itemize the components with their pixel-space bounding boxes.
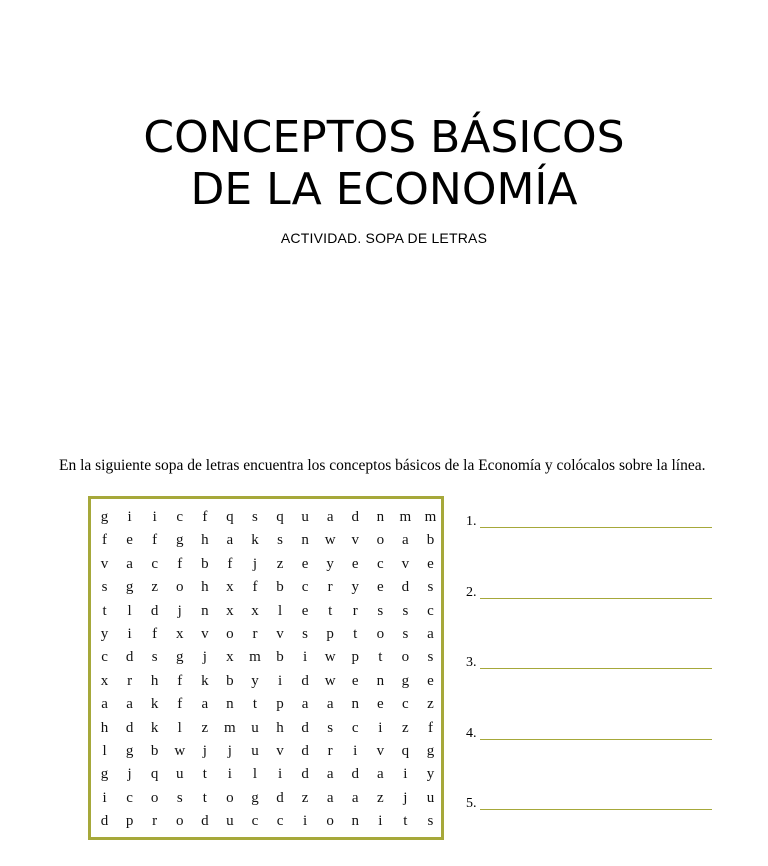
grid-letter: x	[226, 602, 234, 619]
grid-letter: f	[177, 555, 183, 572]
grid-letter: f	[152, 532, 158, 549]
grid-letter: p	[276, 696, 284, 713]
grid-letter: y	[326, 555, 334, 572]
grid-letter: i	[353, 742, 358, 759]
grid-letter: l	[102, 742, 107, 759]
grid-letter: q	[276, 509, 284, 525]
grid-letter: u	[301, 509, 309, 525]
grid-letter: a	[201, 696, 209, 713]
grid-letter: z	[301, 789, 309, 806]
grid-letter: c	[376, 555, 384, 572]
grid-letter: i	[303, 813, 308, 830]
grid-letter: r	[152, 813, 158, 830]
grid-letter: v	[201, 625, 209, 642]
grid-letter: n	[376, 672, 385, 689]
grid-letter: c	[276, 813, 284, 830]
grid-letter: q	[150, 766, 159, 783]
grid-letter: o	[226, 789, 234, 806]
grid-letter: j	[177, 602, 182, 619]
grid-letter: z	[427, 696, 434, 713]
grid-letter: f	[202, 509, 208, 525]
grid-letter: i	[277, 766, 283, 783]
grid-letter: a	[326, 789, 334, 806]
grid-letter: o	[175, 579, 184, 596]
grid-letter: f	[102, 532, 108, 549]
activity-subtitle: ACTIVIDAD. SOPA DE LETRAS	[280, 230, 488, 246]
grid-letter: z	[201, 719, 209, 736]
answer-number: 4.	[466, 726, 477, 741]
grid-letter: k	[201, 672, 209, 689]
grid-letter: l	[127, 602, 132, 619]
grid-letter: r	[252, 625, 258, 642]
grid-letter: t	[403, 813, 408, 830]
grid-letter: g	[125, 742, 134, 759]
grid-letter: s	[327, 719, 334, 736]
grid-letter: d	[125, 719, 134, 736]
grid-letter: a	[126, 696, 133, 713]
grid-letter: d	[301, 766, 309, 783]
grid-letter: o	[401, 649, 410, 666]
grid-letter: i	[403, 766, 408, 783]
grid-letter: e	[301, 602, 309, 619]
grid-letter: h	[100, 719, 109, 736]
grid-letter: c	[101, 649, 108, 666]
grid-letter: c	[126, 789, 133, 806]
grid-letter: b	[201, 555, 209, 572]
grid-letter: y	[351, 579, 359, 596]
grid-letter: u	[251, 742, 259, 759]
grid-letter: r	[127, 672, 133, 689]
grid-letter: s	[427, 579, 434, 596]
grid-letter: w	[324, 672, 336, 689]
grid-letter: e	[376, 696, 384, 713]
grid-letter: j	[202, 649, 207, 666]
answer-underline	[480, 809, 712, 810]
grid-letter: m	[424, 509, 437, 525]
grid-letter: m	[224, 719, 236, 736]
grid-letter: w	[324, 532, 336, 549]
grid-letter: e	[351, 672, 359, 689]
grid-letter: c	[351, 719, 359, 736]
grid-letter: c	[301, 579, 309, 596]
grid-letter: g	[125, 579, 134, 596]
grid-letter: s	[427, 649, 434, 666]
grid-letter: j	[252, 555, 258, 572]
grid-letter: w	[174, 742, 186, 759]
grid-letter: f	[427, 719, 433, 736]
grid-letter: i	[127, 509, 132, 525]
answer-underline	[480, 739, 712, 740]
grid-letter: s	[427, 813, 434, 830]
grid-letter: v	[401, 555, 410, 572]
grid-letter: i	[227, 766, 232, 783]
grid-letter: n	[351, 696, 359, 713]
grid-letter: i	[378, 813, 383, 830]
grid-letter: j	[403, 789, 408, 806]
grid-letter: i	[152, 509, 157, 525]
grid-letter: o	[326, 813, 334, 830]
grid-letter: y	[426, 766, 435, 783]
grid-letter: g	[175, 532, 184, 549]
answer-line-2[interactable]	[466, 579, 716, 601]
grid-letter: u	[426, 789, 435, 806]
answer-number: 1.	[466, 514, 477, 529]
grid-letter: u	[226, 813, 234, 830]
grid-letter: k	[150, 696, 159, 713]
grid-letter: y	[100, 625, 109, 642]
grid-letter: t	[202, 766, 207, 783]
grid-letter: h	[276, 719, 284, 736]
grid-letter: q	[401, 742, 410, 759]
grid-letter: d	[301, 719, 309, 736]
grid-letter: l	[277, 602, 283, 619]
grid-letter: i	[102, 789, 107, 806]
title-line-1: CONCEPTOS BÁSICOS	[143, 112, 625, 163]
answer-line-3[interactable]	[466, 649, 716, 671]
grid-letter: r	[327, 742, 333, 759]
grid-letter: u	[175, 766, 184, 783]
grid-letter: f	[227, 555, 233, 572]
grid-letter: t	[102, 602, 107, 619]
grid-letter: c	[402, 696, 409, 713]
grid-letter: b	[426, 532, 435, 549]
grid-letter: n	[226, 696, 234, 713]
grid-letter: o	[175, 813, 184, 830]
grid-letter: g	[100, 509, 109, 525]
answer-underline	[480, 527, 712, 528]
grid-letter: v	[276, 625, 284, 642]
grid-letter: p	[125, 813, 134, 830]
grid-letter: h	[150, 672, 159, 689]
grid-letter: a	[427, 625, 434, 642]
grid-letter: f	[152, 625, 158, 642]
grid-letter: d	[301, 742, 309, 759]
grid-letter: k	[251, 532, 259, 549]
grid-letter: w	[324, 649, 336, 666]
document-title	[0, 112, 768, 216]
grid-letter: p	[326, 625, 334, 642]
grid-letter: z	[402, 719, 409, 736]
grid-letter: o	[376, 625, 385, 642]
grid-letter: a	[126, 555, 133, 572]
word-search-frame	[88, 496, 444, 840]
grid-letter: n	[351, 813, 359, 830]
grid-letter: t	[252, 696, 258, 713]
grid-letter: q	[226, 509, 234, 525]
grid-letter: i	[277, 672, 283, 689]
grid-letter: b	[150, 742, 159, 759]
grid-letter: t	[353, 625, 358, 642]
grid-letter: n	[301, 532, 309, 549]
answer-underline	[480, 598, 712, 599]
grid-letter: z	[151, 579, 158, 596]
grid-letter: c	[151, 555, 158, 572]
grid-letter: j	[202, 742, 207, 759]
grid-letter: m	[249, 649, 261, 666]
grid-letter: a	[326, 696, 334, 713]
grid-letter: c	[251, 813, 259, 830]
grid-letter: e	[427, 555, 434, 572]
grid-letter: o	[150, 789, 159, 806]
grid-letter: t	[378, 649, 383, 666]
grid-letter: p	[351, 649, 359, 666]
grid-letter: j	[127, 766, 132, 783]
grid-letter: d	[351, 509, 359, 525]
answer-line-4[interactable]	[466, 720, 716, 742]
grid-letter: d	[100, 813, 109, 830]
grid-letter: t	[328, 602, 333, 619]
grid-letter: s	[101, 579, 108, 596]
grid-letter: k	[150, 719, 159, 736]
grid-letter: g	[401, 672, 410, 689]
grid-letter: r	[327, 579, 333, 596]
grid-letter: a	[226, 532, 234, 549]
grid-letter: c	[176, 509, 184, 525]
grid-letter: v	[276, 742, 284, 759]
grid-letter: x	[175, 625, 184, 642]
title-line-2: DE LA ECONOMÍA	[190, 164, 578, 215]
grid-letter: j	[227, 742, 232, 759]
answer-line-5[interactable]	[466, 790, 716, 812]
grid-letter: f	[177, 672, 183, 689]
grid-letter: a	[326, 509, 334, 525]
grid-letter: s	[252, 509, 258, 525]
grid-letter: t	[202, 789, 207, 806]
grid-letter: z	[276, 555, 284, 572]
grid-letter: a	[351, 789, 359, 806]
grid-letter: d	[201, 813, 209, 830]
grid-letter: h	[201, 532, 209, 549]
grid-letter: a	[376, 766, 384, 783]
word-search-grid	[92, 506, 443, 833]
grid-letter: a	[326, 766, 334, 783]
grid-letter: s	[151, 649, 158, 666]
grid-letter: i	[303, 649, 308, 666]
grid-letter: v	[376, 742, 385, 759]
grid-letter: g	[251, 789, 259, 806]
grid-letter: s	[302, 625, 309, 642]
grid-letter: v	[100, 555, 109, 572]
grid-letter: e	[351, 555, 359, 572]
grid-letter: u	[251, 719, 259, 736]
answer-underline	[480, 668, 712, 669]
grid-letter: e	[376, 579, 384, 596]
grid-letter: y	[251, 672, 259, 689]
grid-letter: g	[426, 742, 435, 759]
grid-letter: i	[378, 719, 383, 736]
grid-letter: g	[100, 766, 109, 783]
grid-letter: s	[277, 532, 283, 549]
grid-letter: s	[377, 602, 384, 619]
grid-letter: b	[226, 672, 234, 689]
grid-letter: c	[427, 602, 434, 619]
grid-letter: v	[351, 532, 359, 549]
grid-letter: n	[201, 602, 209, 619]
grid-letter: a	[402, 532, 409, 549]
grid-letter: d	[276, 789, 284, 806]
grid-letter: o	[226, 625, 234, 642]
grid-letter: f	[177, 696, 183, 713]
grid-letter: d	[401, 579, 410, 596]
grid-letter: d	[301, 672, 309, 689]
grid-letter: d	[125, 649, 134, 666]
grid-letter: e	[126, 532, 133, 549]
grid-letter: x	[226, 649, 234, 666]
answer-line-1[interactable]	[466, 508, 716, 530]
grid-letter: g	[175, 649, 184, 666]
grid-letter: x	[251, 602, 259, 619]
grid-letter: l	[252, 766, 258, 783]
grid-letter: i	[127, 625, 132, 642]
grid-letter: s	[176, 789, 183, 806]
grid-letter: m	[399, 509, 412, 525]
grid-letter: x	[226, 579, 234, 596]
grid-letter: b	[276, 649, 284, 666]
grid-letter: s	[402, 625, 409, 642]
answer-number: 5.	[466, 796, 477, 811]
grid-letter: s	[402, 602, 409, 619]
grid-letter: d	[351, 766, 359, 783]
grid-letter: h	[201, 579, 209, 596]
answer-number: 3.	[466, 655, 477, 670]
grid-letter: n	[376, 509, 385, 525]
grid-letter: x	[100, 672, 109, 689]
grid-letter: l	[177, 719, 182, 736]
answer-number: 2.	[466, 585, 477, 600]
grid-letter: r	[352, 602, 358, 619]
grid-letter: z	[376, 789, 384, 806]
grid-letter: o	[376, 532, 385, 549]
grid-letter: a	[301, 696, 309, 713]
grid-letter: f	[252, 579, 258, 596]
grid-letter: d	[150, 602, 159, 619]
grid-letter: e	[427, 672, 434, 689]
grid-letter: a	[101, 696, 108, 713]
instructions-text: En la siguiente sopa de letras encuentra los conceptos básicos de la Economía y colócalos sobre la línea.	[59, 457, 706, 474]
grid-letter: e	[301, 555, 309, 572]
grid-letter: b	[276, 579, 284, 596]
